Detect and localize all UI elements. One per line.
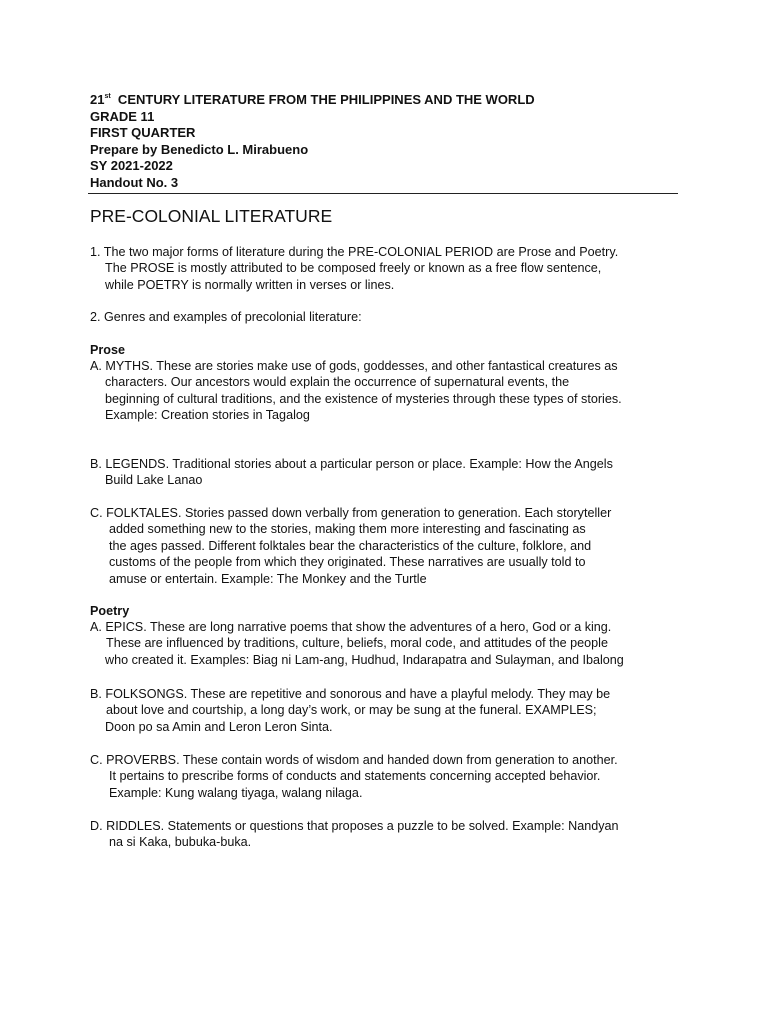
page-title: PRE-COLONIAL LITERATURE: [90, 206, 333, 226]
prose-myths: [90, 358, 690, 424]
course-title-superscript: st: [104, 93, 111, 100]
paragraph-line: A. EPICS. These are long narrative poems that show the adventures of a hero, God or a king.: [90, 620, 612, 634]
paragraph-line: A. MYTHS. These are stories make use of gods, goddesses, and other fantastical creatures as: [90, 359, 618, 373]
paragraph-line: Example: Kung walang tiyaga, walang nilaga.: [109, 785, 363, 800]
poetry-heading: Poetry: [90, 604, 130, 618]
handout-header: [90, 92, 680, 191]
poetry-folksongs: [90, 686, 690, 735]
prose-heading: Prose: [90, 343, 126, 357]
paragraph-line: amuse or entertain. Example: The Monkey and the Turtle: [109, 571, 427, 586]
paragraph-line: Doon po sa Amin and Leron Leron Sinta.: [105, 719, 333, 734]
school-year: SY 2021-2022: [90, 158, 173, 173]
paragraph-line: 2. Genres and examples of precolonial literature:: [90, 310, 362, 324]
header-divider: [88, 193, 678, 194]
paragraph-line: while POETRY is normally written in verses or lines.: [105, 277, 395, 292]
paragraph-line: customs of the people from which they originated. These narratives are usually told to: [109, 555, 586, 570]
paragraph-line: The PROSE is mostly attributed to be composed freely or known as a free flow sentence,: [105, 261, 602, 276]
quarter: FIRST QUARTER: [90, 125, 196, 140]
handout-number: Handout No. 3: [90, 174, 179, 190]
author: Prepare by Benedicto L. Mirabueno: [90, 141, 309, 157]
course-title: [90, 92, 680, 109]
paragraph-line: D. RIDDLES. Statements or questions that proposes a puzzle to be solved. Example: Nandyan: [90, 819, 619, 833]
prose-legends: [90, 456, 690, 489]
poetry-proverbs: [90, 752, 690, 801]
paragraph-line: C. FOLKTALES. Stories passed down verbally from generation to generation. Each storyteller: [90, 506, 612, 520]
paragraph-line: C. PROVERBS. These contain words of wisdom and handed down from generation to another.: [90, 753, 618, 767]
paragraph-line: beginning of cultural traditions, and the existence of mysteries through these types of stories.: [105, 391, 622, 406]
grade-level: GRADE 11: [90, 108, 155, 124]
paragraph-line: about love and courtship, a long day’s work, or may be sung at the funeral. EXAMPLES;: [106, 703, 597, 718]
paragraph-line: Example: Creation stories in Tagalog: [105, 408, 310, 423]
paragraph-line: Build Lake Lanao: [105, 473, 203, 488]
paragraph-line: 1. The two major forms of literature during the PRE-COLONIAL PERIOD are Prose and Poetry.: [90, 245, 619, 259]
paragraph-line: These are influenced by traditions, culture, beliefs, moral code, and attitudes of the people: [106, 636, 608, 651]
paragraph-line: B. FOLKSONGS. These are repetitive and sonorous and have a playful melody. They may be: [90, 687, 611, 701]
intro-item-2: [90, 309, 690, 325]
paragraph-line: na si Kaka, bubuka-buka.: [109, 835, 252, 850]
intro-item-1: [90, 244, 690, 293]
course-title-number: 21: [90, 92, 105, 107]
poetry-riddles: [90, 818, 690, 851]
course-title-text: CENTURY LITERATURE FROM THE PHILIPPINES AND THE WORLD: [110, 92, 535, 107]
paragraph-line: added something new to the stories, making them more interesting and fascinating as: [109, 522, 586, 537]
paragraph-line: It pertains to prescribe forms of conducts and statements concerning accepted behavior.: [109, 769, 601, 784]
paragraph-line: characters. Our ancestors would explain the occurrence of supernatural events, the: [105, 375, 570, 390]
paragraph-line: who created it. Examples: Biag ni Lam-ang, Hudhud, Indarapatra and Sulayman, and Ibalong: [105, 652, 624, 667]
paragraph-line: B. LEGENDS. Traditional stories about a particular person or place. Example: How the Angels: [90, 457, 613, 471]
paragraph-line: the ages passed. Different folktales bear the characteristics of the culture, folklore, and: [109, 538, 592, 553]
prose-folktales: [90, 505, 690, 587]
poetry-epics: [90, 619, 690, 668]
